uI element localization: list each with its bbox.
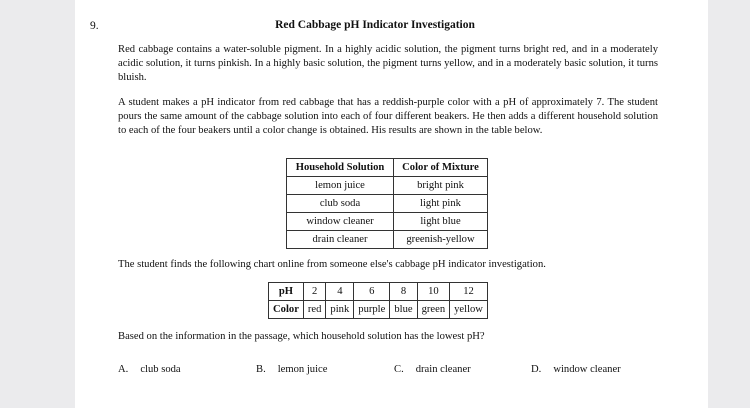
- table-row: [287, 195, 488, 213]
- option-text: drain cleaner: [415, 364, 471, 375]
- ph-value: 6: [354, 283, 390, 301]
- table-cell: window cleaner: [287, 213, 394, 231]
- option-text: club soda: [140, 364, 181, 375]
- table-cell: light pink: [394, 195, 488, 213]
- table-cell: greenish-yellow: [394, 231, 488, 249]
- table-header-row: [287, 159, 488, 177]
- table-row: [287, 177, 488, 195]
- ph-label: pH: [269, 283, 304, 301]
- color-value: green: [417, 301, 450, 319]
- ph-value: 10: [417, 283, 450, 301]
- question-prompt: Based on the information in the passage, which household solution has the lowest pH?: [118, 331, 485, 342]
- color-value: yellow: [450, 301, 488, 319]
- option-letter: B.: [256, 364, 266, 375]
- ph-value: 8: [390, 283, 417, 301]
- procedure-paragraph: A student makes a pH indicator from red cabbage that has a reddish-purple color with a pH of approximately 7. The student pours the same amount of the cabbage solution into each of four different beakers. He then adds a different household solution to each of the four beakers until a color change is obtained. His results are shown in the table below.: [118, 97, 658, 136]
- option-text: window cleaner: [553, 364, 621, 375]
- option-text: lemon juice: [277, 364, 328, 375]
- header-color-of-mixture: Color of Mixture: [394, 159, 488, 177]
- ph-value: 4: [326, 283, 354, 301]
- table-cell: club soda: [287, 195, 394, 213]
- table-row: [287, 213, 488, 231]
- ph-row: [269, 283, 488, 301]
- table-cell: light blue: [394, 213, 488, 231]
- table-cell: drain cleaner: [287, 231, 394, 249]
- option-a[interactable]: [118, 364, 181, 375]
- option-letter: C.: [394, 364, 404, 375]
- question-title: Red Cabbage pH Indicator Investigation: [275, 19, 475, 31]
- question-number: 9.: [90, 20, 99, 32]
- color-value: red: [303, 301, 326, 319]
- chart-intro-paragraph: The student finds the following chart online from someone else's cabbage pH indicator investigation.: [118, 259, 546, 270]
- option-d[interactable]: [531, 364, 621, 375]
- option-b[interactable]: [256, 364, 327, 375]
- ph-color-chart: [268, 282, 488, 319]
- color-value: pink: [326, 301, 354, 319]
- color-value: blue: [390, 301, 417, 319]
- table-cell: lemon juice: [287, 177, 394, 195]
- option-c[interactable]: [394, 364, 471, 375]
- ph-value: 2: [303, 283, 326, 301]
- color-value: purple: [354, 301, 390, 319]
- table-cell: bright pink: [394, 177, 488, 195]
- option-letter: D.: [531, 364, 542, 375]
- color-label: Color: [269, 301, 304, 319]
- intro-paragraph: Red cabbage contains a water-soluble pigment. In a highly acidic solution, the pigment turns bright red, and in a moderately acidic solution, it turns pinkish. In a highly basic solution, the pigment turns yellow, and in a moderately basic solution, it turns bluish.: [118, 44, 658, 83]
- color-row: [269, 301, 488, 319]
- table-row: [287, 231, 488, 249]
- ph-value: 12: [450, 283, 488, 301]
- option-letter: A.: [118, 364, 129, 375]
- header-household-solution: Household Solution: [287, 159, 394, 177]
- results-table: [286, 158, 488, 249]
